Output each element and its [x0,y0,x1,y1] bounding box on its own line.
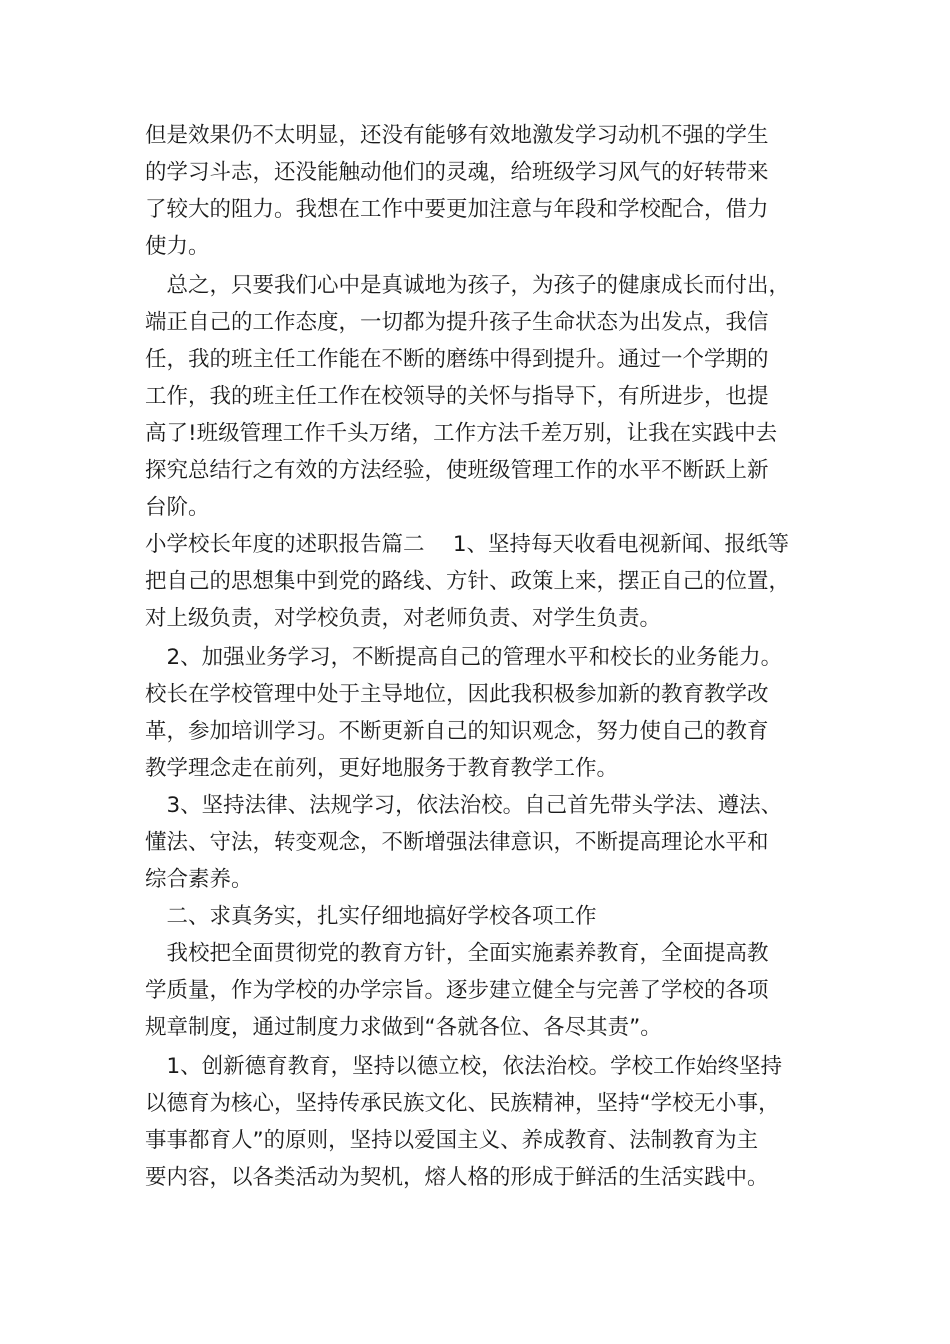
text-line: 综合素养。 [145,867,253,892]
text-line: 了较大的阻力。我想在工作中要更加注意与年段和学校配合，借力 [145,197,769,222]
text-line: 的学习斗志，还没能触动他们的灵魂，给班级学习风气的好转带来 [145,160,769,185]
text-line: 校长在学校管理中处于主导地位，因此我积极参加新的教育教学改 [145,682,769,707]
text-line: 对上级负责，对学校负责，对老师负责、对学生负责。 [145,606,662,631]
text-line: 革，参加培训学习。不断更新自己的知识观念，努力使自己的教育 [145,719,769,744]
text-line: 3、坚持法律、法规学习，依法治校。自己首先带头学法、遵法、 [145,793,783,818]
text-line: 端正自己的工作态度，一切都为提升孩子生命状态为出发点，我信 [145,310,769,335]
text-line: 2、加强业务学习，不断提高自己的管理水平和校长的业务能力。 [145,645,783,670]
text-line: 以德育为核心，坚持传承民族文化、民族精神，坚持“学校无小事， [145,1091,780,1116]
text-line: 使力。 [145,234,210,259]
text-line: 总之，只要我们心中是真诚地为孩子，为孩子的健康成长而付出， [145,273,791,298]
text-line: 规章制度，通过制度力求做到“各就各位、各尽其责”。 [145,1015,662,1040]
text-line: 我校把全面贯彻党的教育方针，全面实施素养教育，全面提高教 [145,941,769,966]
text-line: 任，我的班主任工作能在不断的磨练中得到提升。通过一个学期的 [145,347,769,372]
text-line: 二、求真务实，扎实仔细地搞好学校各项工作 [145,904,597,929]
text-line: 懂法、守法，转变观念，不断增强法律意识，不断提高理论水平和 [145,830,769,855]
text-line: 把自己的思想集中到党的路线、方针、政策上来，摆正自己的位置， [145,569,791,594]
text-line: 教学理念走在前列，更好地服务于教育教学工作。 [145,756,619,781]
text-line: 但是效果仍不太明显，还没有能够有效地激发学习动机不强的学生 [145,123,769,148]
text-line: 小学校长年度的述职报告篇二 1、坚持每天收看电视新闻、报纸等 [145,532,790,557]
text-line: 事事都育人”的原则，坚持以爱国主义、养成教育、法制教育为主 [145,1128,759,1153]
text-line: 要内容，以各类活动为契机，熔人格的形成于鲜活的生活实践中。 [145,1165,769,1190]
text-line: 1、创新德育教育，坚持以德立校，依法治校。学校工作始终坚持 [145,1054,783,1079]
text-line: 工作，我的班主任工作在校领导的关怀与指导下，有所进步，也提 [145,384,769,409]
text-line: 高了!班级管理工作千头万绪，工作方法千差万别，让我在实践中去 [145,421,778,446]
text-line: 台阶。 [145,495,210,520]
text-line: 探究总结行之有效的方法经验，使班级管理工作的水平不断跃上新 [145,458,769,483]
text-line: 学质量，作为学校的办学宗旨。逐步建立健全与完善了学校的各项 [145,978,769,1003]
